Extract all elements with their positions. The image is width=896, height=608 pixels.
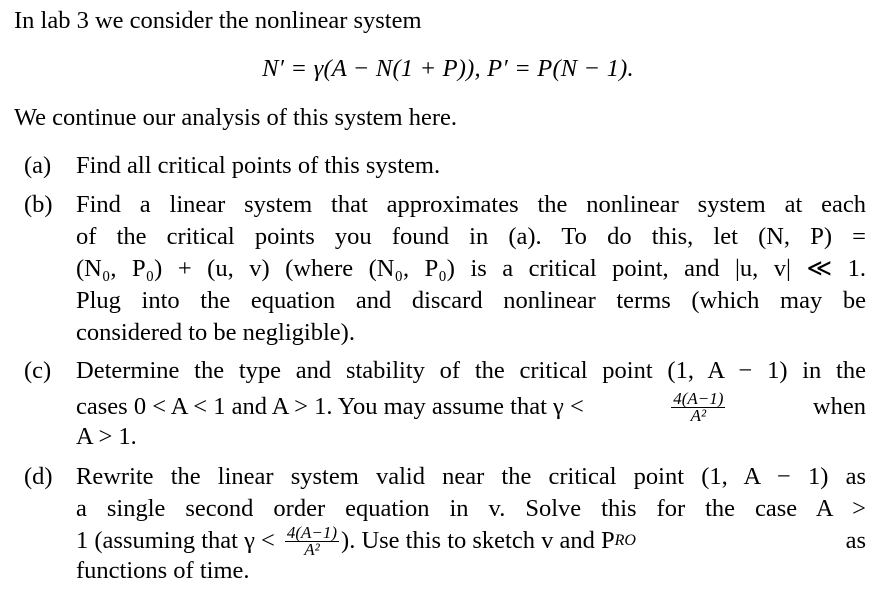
fraction-denominator: A²: [304, 539, 320, 559]
fraction-numerator: 4(A−1): [673, 388, 724, 408]
item-d-label: (d): [24, 463, 53, 490]
item-d-line: Rewrite the linear system valid near the critical point (1, A − 1) as: [76, 463, 866, 490]
item-d-line3-text: 1 (assuming that γ <: [76, 527, 275, 554]
item-b-line: Plug into the equation and discard nonlinear terms (which may be: [76, 287, 866, 314]
item-a-label: (a): [24, 152, 52, 179]
continue-text: We continue our analysis of this system here.: [14, 104, 458, 131]
item-b-line: (N₀, P₀) + (u, v) (where (N₀, P₀) is a critical point, and |u, v| ≪ 1.: [76, 255, 866, 282]
item-b-line: Find a linear system that approximates the nonlinear system at each: [76, 191, 866, 218]
fraction-denominator: A²: [690, 405, 707, 425]
item-c-label: (c): [24, 357, 52, 384]
item-c-line-with-fraction: [76, 388, 866, 425]
fraction: [671, 388, 725, 425]
fraction-numerator: 4(A−1): [286, 522, 338, 542]
system-equation: N′ = γ(A − N(1 + P)), P′ = P(N − 1).: [262, 55, 634, 82]
fraction: [285, 522, 339, 559]
item-d-line: functions of time.: [76, 557, 250, 584]
item-b-label: (b): [24, 191, 53, 218]
item-d-line3-end: as: [845, 527, 866, 554]
item-c-line: Determine the type and stability of the critical point (1, A − 1) in the: [76, 357, 866, 384]
item-b-line: considered to be negligible).: [76, 319, 355, 346]
item-c-line2-end: when: [812, 393, 866, 420]
item-d-line: a single second order equation in v. Solve this for the case A >: [76, 495, 866, 522]
p-subscript: RO: [614, 532, 636, 549]
item-c-line2-text: cases 0 < A < 1 and A > 1. You may assume that γ <: [76, 393, 584, 420]
item-d-line-with-fraction: [76, 522, 866, 559]
item-c-line: A > 1.: [76, 423, 137, 450]
item-d-line3-middle: ). Use this to sketch v and P: [341, 527, 615, 554]
item-a-line: Find all critical points of this system.: [76, 152, 441, 179]
intro-text: In lab 3 we consider the nonlinear system: [14, 7, 422, 34]
item-b-line: of the critical points you found in (a). To do this, let (N, P) =: [76, 223, 866, 250]
